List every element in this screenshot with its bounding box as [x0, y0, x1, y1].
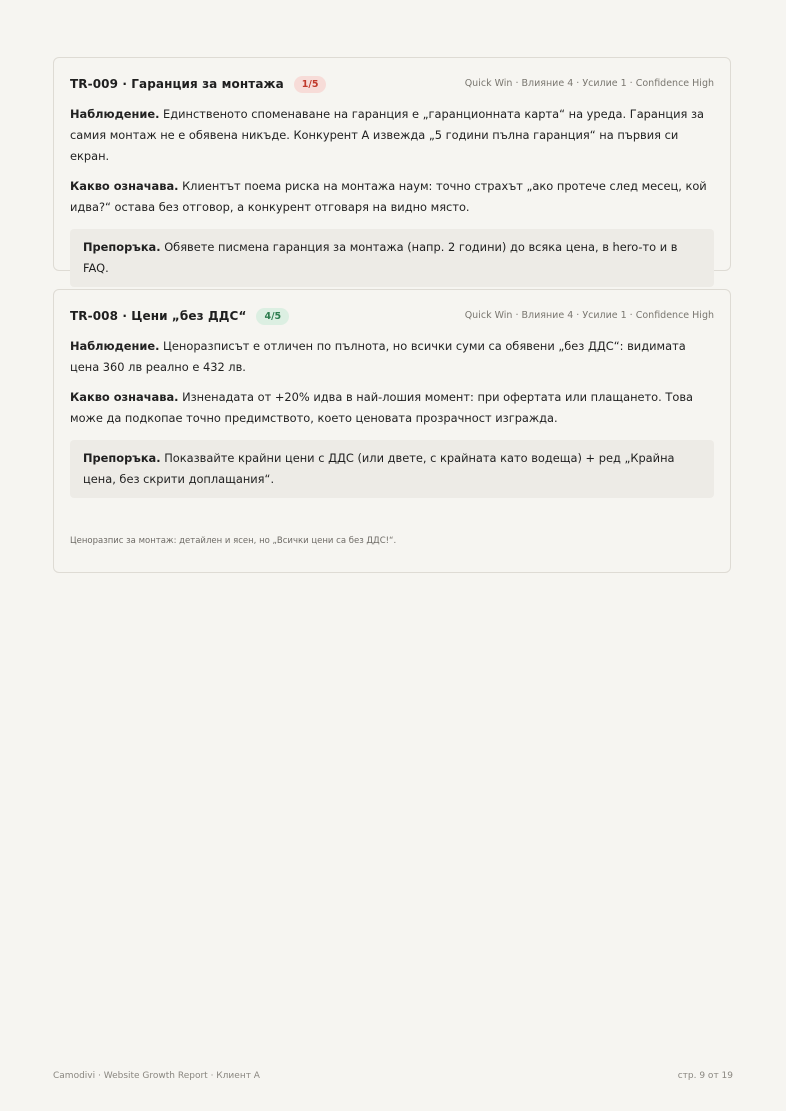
score-badge: 4/5 [256, 308, 289, 325]
meaning-text: Клиентът поема риска на монтажа наум: точно страхът „ако протече след месец, кой идва?“ остава без отговор, а конкурент отговаря на видно място. [70, 179, 707, 214]
recommendation-label: Препоръка. [83, 451, 161, 465]
observation-label: Наблюдение. [70, 339, 160, 353]
screenshot-caption: Ценоразпис за монтаж: детайлен и ясен, но „Всички цени са без ДДС!“. [70, 536, 397, 546]
observation-text: Единственото споменаване на гаранция е „гаранционната карта“ на уреда. Гаранция за самия монтаж не е обявена никъде. Конкурент A извежда „5 години пълна гаранция“ на първия си екран. [70, 107, 704, 163]
score-badge: 1/5 [294, 76, 327, 93]
observation-text: Ценоразписът е отличен по пълнота, но всички суми са обявени „без ДДС“: видимата цена 360 лв реално е 432 лв. [70, 339, 686, 374]
observation-paragraph [70, 336, 714, 378]
card-header [70, 72, 714, 96]
card-title: TR-009 · Гаранция за монтажа [70, 77, 284, 91]
meaning-text: Изненадата от +20% идва в най-лошия момент: при офертата или плащането. Това може да подкопае точно предимството, което ценовата прозрачност изгражда. [70, 390, 694, 425]
meaning-paragraph [70, 176, 714, 218]
finding-card-tr-009 [53, 57, 731, 275]
meaning-label: Какво означава. [70, 390, 179, 404]
recommendation-box [70, 229, 714, 287]
card-header [70, 304, 714, 328]
observation-label: Наблюдение. [70, 107, 160, 121]
recommendation-label: Препоръка. [83, 240, 161, 254]
recommendation-text: Обявете писмена гаранция за монтажа (напр. 2 години) до всяка цена, в hero-то и в FAQ. [83, 240, 678, 275]
page-number: стр. 9 от 19 [677, 1071, 733, 1081]
card-meta: Quick Win · Влияние 4 · Усилие 1 · Confidence High [464, 310, 714, 321]
meaning-label: Какво означава. [70, 179, 179, 193]
recommendation-text: Показвайте крайни цени с ДДС (или двете, с крайната като водеща) + ред „Крайна цена, без скрити доплащания“. [83, 451, 675, 486]
card-title: TR-008 · Цени „без ДДС“ [70, 309, 247, 323]
recommendation-box [70, 440, 714, 498]
meaning-paragraph [70, 387, 714, 429]
card-meta: Quick Win · Влияние 4 · Усилие 1 · Confidence High [464, 78, 714, 89]
finding-card-tr-008 [53, 289, 731, 573]
observation-paragraph [70, 104, 714, 167]
footer-left: Camodivi · Website Growth Report · Клиент A [53, 1071, 260, 1081]
